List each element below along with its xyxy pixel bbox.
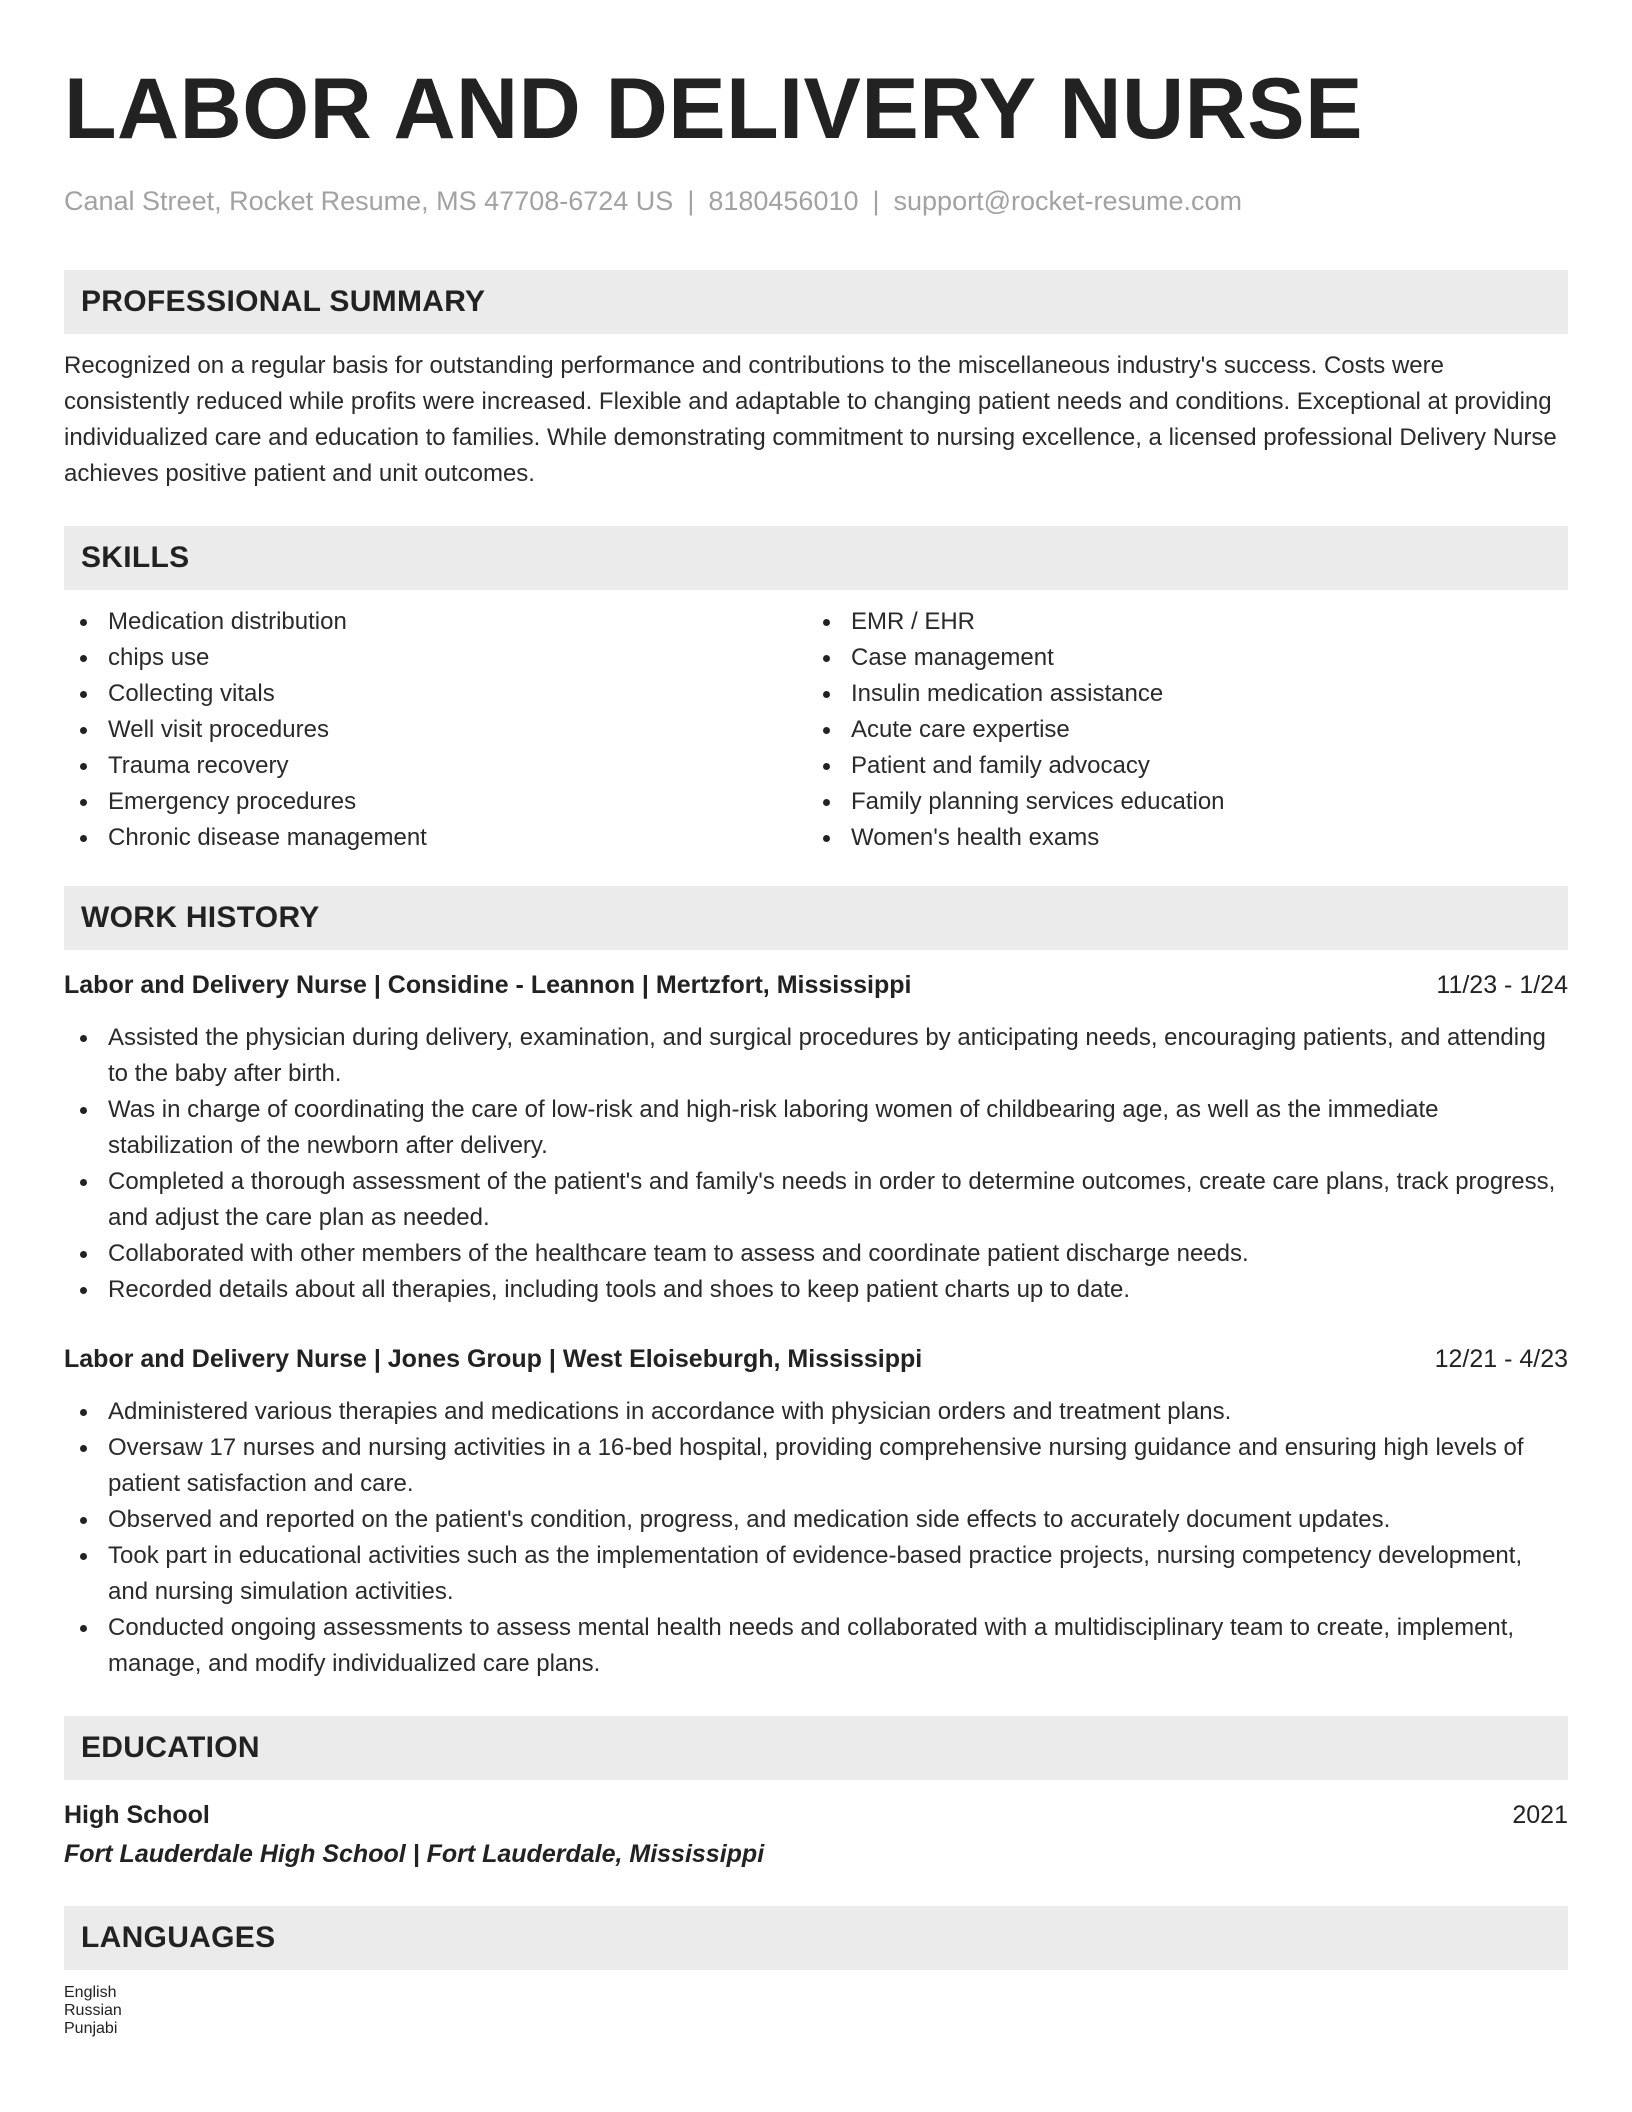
job-bullet: Recorded details about all therapies, including tools and shoes to keep patient charts up to date. (64, 1272, 1568, 1308)
skill-item: Trauma recovery (64, 748, 807, 784)
job-bullet: Assisted the physician during delivery, examination, and surgical procedures by anticipating needs, encouraging patients, and attending to the baby after birth. (64, 1020, 1568, 1092)
job-title: Labor and Delivery Nurse | Considine - Leannon | Mertzfort, Mississippi (64, 971, 912, 999)
section-heading-education: EDUCATION (64, 1716, 1568, 1780)
education-degree: High School (64, 1801, 210, 1829)
job-bullets (64, 1020, 1568, 1308)
job-header (64, 1342, 1568, 1376)
skill-item: Case management (807, 640, 1550, 676)
language-item: Punjabi (64, 2020, 118, 2037)
skill-item: EMR / EHR (807, 604, 1550, 640)
section-heading-languages: LANGUAGES (64, 1906, 1568, 1970)
language-item: English (64, 1984, 117, 2001)
address: Canal Street, Rocket Resume, MS 47708-6724 US (64, 186, 674, 216)
section-heading-summary: PROFESSIONAL SUMMARY (64, 270, 1568, 334)
contact-line (64, 184, 1568, 218)
section-heading-work-history: WORK HISTORY (64, 886, 1568, 950)
skill-item: Chronic disease management (64, 820, 807, 856)
skill-item: Family planning services education (807, 784, 1550, 820)
job-dates: 11/23 - 1/24 (1436, 971, 1568, 999)
job-bullet: Collaborated with other members of the healthcare team to assess and coordinate patient discharge needs. (64, 1236, 1568, 1272)
skill-item: Women's health exams (807, 820, 1550, 856)
resume-title: LABOR AND DELIVERY NURSE (64, 61, 1363, 157)
job-bullet: Completed a thorough assessment of the patient's and family's needs in order to determine outcomes, create care plans, track progress, and adjust the care plan as needed. (64, 1164, 1568, 1236)
skills-list (64, 604, 1568, 856)
job-bullet: Conducted ongoing assessments to assess mental health needs and collaborated with a multidisciplinary team to create, implement, manage, and modify individualized care plans. (64, 1610, 1568, 1682)
skill-item: Medication distribution (64, 604, 807, 640)
skill-item: Emergency procedures (64, 784, 807, 820)
job-bullet: Oversaw 17 nurses and nursing activities in a 16-bed hospital, providing comprehensive nursing guidance and ensuring high levels of patient satisfaction and care. (64, 1430, 1568, 1502)
job-bullet: Was in charge of coordinating the care of low-risk and high-risk laboring women of childbearing age, as well as the immediate stabilization of the newborn after delivery. (64, 1092, 1568, 1164)
skill-item: Insulin medication assistance (807, 676, 1550, 712)
skills-column-left (64, 604, 807, 856)
skill-item: Patient and family advocacy (807, 748, 1550, 784)
skill-item: chips use (64, 640, 807, 676)
job-header (64, 968, 1568, 1002)
skill-item: Acute care expertise (807, 712, 1550, 748)
job-title: Labor and Delivery Nurse | Jones Group | West Eloiseburgh, Mississippi (64, 1345, 923, 1373)
section-heading-skills: SKILLS (64, 526, 1568, 590)
education-school: Fort Lauderdale High School | Fort Lauderdale, Mississippi (64, 1840, 765, 1868)
job-bullets (64, 1394, 1568, 1682)
skill-item: Well visit procedures (64, 712, 807, 748)
summary-text: Recognized on a regular basis for outstanding performance and contributions to the miscellaneous industry's success. Costs were consistently reduced while profits were increased. Flexible and adaptable to changing patient needs and conditions. Exceptional at providing individualized care and education to families. While demonstrating commitment to nursing excellence, a licensed professional Delivery Nurse achieves positive patient and unit outcomes. (64, 352, 1557, 487)
education-header (64, 1798, 1568, 1832)
languages-list (64, 1984, 1568, 2038)
skills-column-right (807, 604, 1550, 856)
contact-separator: | (687, 186, 695, 216)
contact-separator: | (872, 186, 880, 216)
education-year: 2021 (1512, 1801, 1568, 1829)
language-item: Russian (64, 2002, 122, 2019)
phone: 8180456010 (708, 186, 859, 216)
job-bullet: Observed and reported on the patient's condition, progress, and medication side effects to accurately document updates. (64, 1502, 1568, 1538)
skill-item: Collecting vitals (64, 676, 807, 712)
job-bullet: Administered various therapies and medications in accordance with physician orders and treatment plans. (64, 1394, 1568, 1430)
job-bullet: Took part in educational activities such as the implementation of evidence-based practice projects, nursing competency development, and nursing simulation activities. (64, 1538, 1568, 1610)
job-dates: 12/21 - 4/23 (1434, 1345, 1568, 1373)
email-link[interactable]: support@rocket-resume.com (893, 186, 1243, 216)
